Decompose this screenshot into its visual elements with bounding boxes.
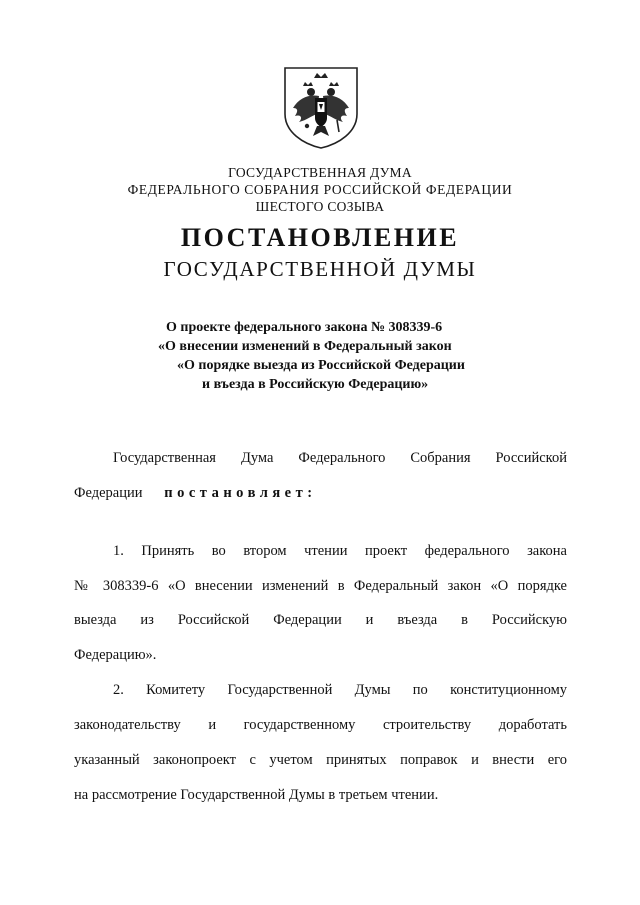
preamble-line-1: Государственная Дума Федерального Собрания Российской xyxy=(113,450,567,466)
item1-line-1: 1. Принять во втором чтении проект федерального закона xyxy=(113,543,567,559)
subject-line-2: «О внесении изменений в Федеральный закон xyxy=(158,339,452,354)
item2-line-1: 2. Комитету Государственной Думы по конституционному xyxy=(113,682,567,698)
item2-line-2: законодательству и государственному строительству доработать xyxy=(74,717,567,733)
item1-line-3: выезда из Российской Федерации и въезда в Российскую xyxy=(74,612,567,628)
preamble-start: Федерации xyxy=(74,485,143,501)
subject-line-1: О проекте федерального закона № 308339-6 xyxy=(166,320,443,335)
document-type-title: ПОСТАНОВЛЕНИЕ xyxy=(180,223,460,252)
issuer-line-1: ГОСУДАРСТВЕННАЯ ДУМА xyxy=(228,165,412,180)
document-type-subtitle: ГОСУДАРСТВЕННОЙ ДУМЫ xyxy=(163,257,477,281)
preamble-resolves: постановляет: xyxy=(164,485,317,501)
item2-line-3: указанный законопроект с учетом принятых поправок и внести его xyxy=(74,752,567,768)
coat-of-arms-icon xyxy=(281,64,361,150)
subject-line-3: «О порядке выезда из Российской Федерации xyxy=(177,358,465,373)
preamble-line-2 xyxy=(74,485,567,502)
issuer-line-3: ШЕСТОГО СОЗЫВА xyxy=(255,199,385,214)
subject-line-4: и въезда в Российскую Федерацию» xyxy=(202,377,429,392)
issuer-line-2: ФЕДЕРАЛЬНОГО СОБРАНИЯ РОССИЙСКОЙ ФЕДЕРАЦИИ xyxy=(127,182,513,197)
item1-line-4: Федерацию». xyxy=(74,647,157,663)
item1-line-2: № 308339-6 «О внесении изменений в Федеральный закон «О порядке xyxy=(74,578,567,594)
item2-line-4: на рассмотрение Государственной Думы в третьем чтении. xyxy=(74,787,439,803)
